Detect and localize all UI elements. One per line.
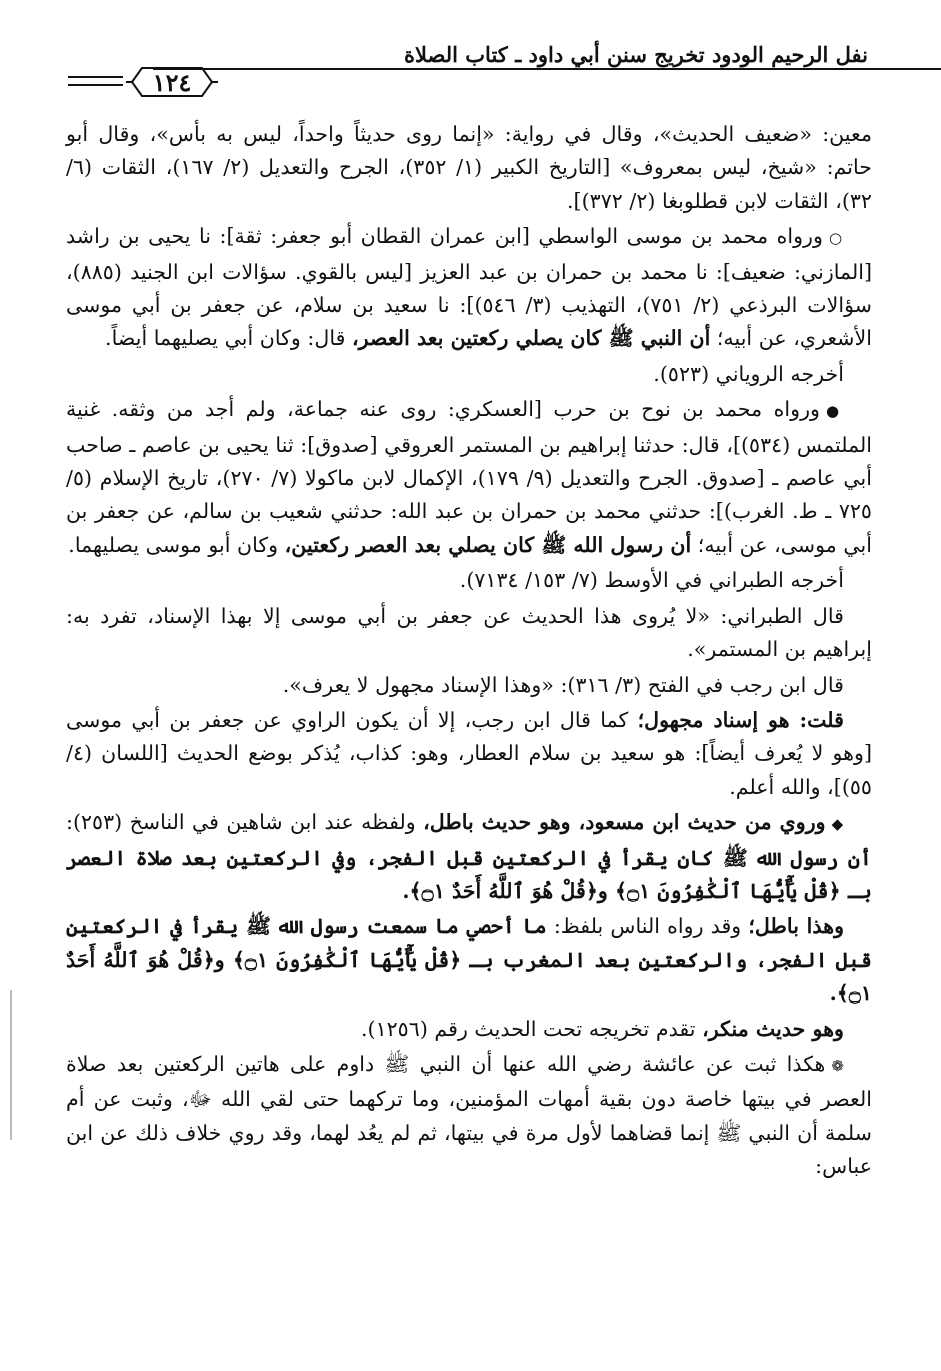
text-span: قال ابن رجب في الفتح (٣/ ٣١٦): «وهذا الإسناد مجهول لا يعرف». — [282, 672, 844, 697]
paragraph-bullet-icon: ○ — [828, 229, 844, 248]
bold-text-span: أن رسول الله ﷺ كان يصلي بعد العصر ركعتين، — [284, 532, 692, 557]
paragraph-p7 — [66, 669, 872, 702]
text-span: كما قال ابن رجب، إلا أن يكون الراوي عن جعفر بن أبي موسى [وهو لا يُعرف أيضاً]: هو سعيد بن سلام العطار، وهو: كذاب، يُذكر بوضع الحديث [اللسان (٤/ ٥٥)]، والله أعلم. — [66, 707, 872, 799]
header-rule-left — [68, 76, 123, 86]
bold-text-span: قلت: هو إسناد مجهول؛ — [637, 707, 844, 732]
paragraph-p2 — [66, 220, 872, 356]
bold-text-span: أن النبي ﷺ كان يصلي ركعتين بعد العصر، — [352, 326, 711, 351]
paragraph-p1 — [66, 118, 872, 218]
running-title: نفل الرحيم الودود تخريج سنن أبي داود ـ كتاب الصلاة — [403, 42, 868, 67]
header-rule-right — [153, 68, 941, 70]
bold-text-span: أن رسول الله ﷺ كان يقرأ في الركعتين قبل الفجر، وفي الركعتين بعد صلاة العصر بـ ﴿قُلْ يَٰٓأَيُّهَا ٱلْكَٰفِرُونَ ۝١﴾ و﴿قُلْ هُوَ ٱللَّهُ أَحَدٌ ۝١﴾. — [66, 845, 872, 903]
text-span: قال الطبراني: «لا يُروى هذا الحديث عن جعفر بن أبي موسى إلا بهذا الإسناد، تفرد به: إبراهيم بن المستمر». — [66, 603, 872, 662]
scan-edge-mark — [10, 990, 12, 1140]
paragraph-bullet-icon: ❁ — [831, 1056, 844, 1075]
text-span: ولفظه عند ابن شاهين في الناسخ (٢٥٣): — [66, 810, 424, 835]
text-span: أخرجه الطبراني في الأوسط (٧/ ١٥٣/ ٧١٣٤). — [459, 568, 844, 593]
text-span: وقد رواه الناس بلفظ: — [546, 914, 749, 939]
paragraph-p6 — [66, 600, 872, 667]
page-header — [68, 42, 868, 97]
paragraph-p9 — [66, 806, 872, 908]
text-span: هكذا ثبت عن عائشة رضي الله عنها أن النبي ﷺ داوم على هاتين الركعتين بعد صلاة العصر في بيتها خاصة دون بقية أمهات المؤمنين، وما تركهما حتى لقي الله ﷻ، وثبت عن أم سلمة أن النبي ﷺ إنما قضاهما لأول مرة في بيتها، ثم لم يعُد لهما، وقد روي خلاف ذلك عن ابن عباس: — [66, 1051, 872, 1179]
text-span: معين: «ضعيف الحديث»، وقال في رواية: «إنما روى حديثاً واحداً، ليس به بأس»، وقال أبو حاتم: «شيخ، ليس بمعروف» [التاريخ الكبير (١/ ٣٥٢)، الجرح والتعديل (٢/ ١٦٧)، الثقات (٦/ ٣٢)، الثقات لابن قطلوبغا (٢/ ٣٧٢)]. — [66, 122, 872, 213]
bold-text-span: ما أحصي ما سمعت رسول الله ﷺ يقرأ في الركعتين قبل الفجر، والركعتين بعد المغرب بـ ﴿قُلْ يَٰٓأَيُّهَا ٱلْكَٰفِرُونَ ۝١﴾ و﴿قُلْ هُوَ ٱللَّهُ أَحَدٌ ۝١﴾. — [66, 914, 872, 1006]
text-span: قال: وكان أبي يصليهما أيضاً. — [105, 326, 352, 351]
paragraph-bullet-icon: ● — [826, 402, 844, 421]
bold-text-span: وروي من حديث ابن مسعود، وهو حديث باطل، — [423, 810, 826, 835]
main-text — [66, 118, 872, 1184]
text-span: أخرجه الروياني (٥٢٣). — [653, 361, 844, 386]
page-number: ١٢٤ — [152, 67, 192, 97]
paragraph-p11 — [66, 1013, 872, 1046]
paragraph-p10 — [66, 910, 872, 1010]
paragraph-p5 — [66, 564, 872, 597]
bold-text-span: وهذا باطل؛ — [748, 914, 845, 939]
text-span: ورواه محمد بن موسى الواسطي [ابن عمران القطان أبو جعفر: ثقة]: نا يحيى بن راشد [المازني: ضعيف]: نا محمد بن حمران بن عبد العزيز [ليس بالقوي. سؤالات ابن الجنيد (٨٨٥)، سؤالات البرذعي (٢/ ٧٥١)، التهذيب (٣/ ٥٤٦)]: نا سعيد بن سلام، عن جعفر بن أبي موسى الأشعري، عن أبيه؛ — [66, 224, 872, 351]
text-span: تقدم تخريجه تحت الحديث رقم (١٢٥٦). — [360, 1016, 703, 1041]
paragraph-bullet-icon: ◆ — [831, 815, 844, 834]
text-span: ورواه محمد بن نوح بن حرب [العسكري: روى عنه جماعة، ولم أجد من وثقه. غنية الملتمس (٥٣٤)]، قال: حدثنا إبراهيم بن المستمر العروقي [صدوق]: ثنا يحيى بن عاصم ـ صاحب أبي عاصم ـ [صدوق. الجرح والتعديل (٩/ ١٧٩)، الإكمال لابن ماكولا (٧/ ٢٧٠)، تاريخ الإسلام (٥/ ٧٢٥ ـ ط. الغرب)]: حدثني محمد بن حمران بن عبد الله: حدثني شعيب بن سالم، عن جعفر بن أبي موسى، عن أبيه؛ — [66, 397, 872, 557]
paragraph-p3 — [66, 358, 872, 391]
paragraph-p4 — [66, 393, 872, 562]
paragraph-p8 — [66, 704, 872, 804]
text-span: وكان أبو موسى يصليهما. — [68, 532, 285, 557]
bold-text-span: وهو حديث منكر، — [702, 1016, 844, 1041]
paragraph-p12 — [66, 1048, 872, 1184]
